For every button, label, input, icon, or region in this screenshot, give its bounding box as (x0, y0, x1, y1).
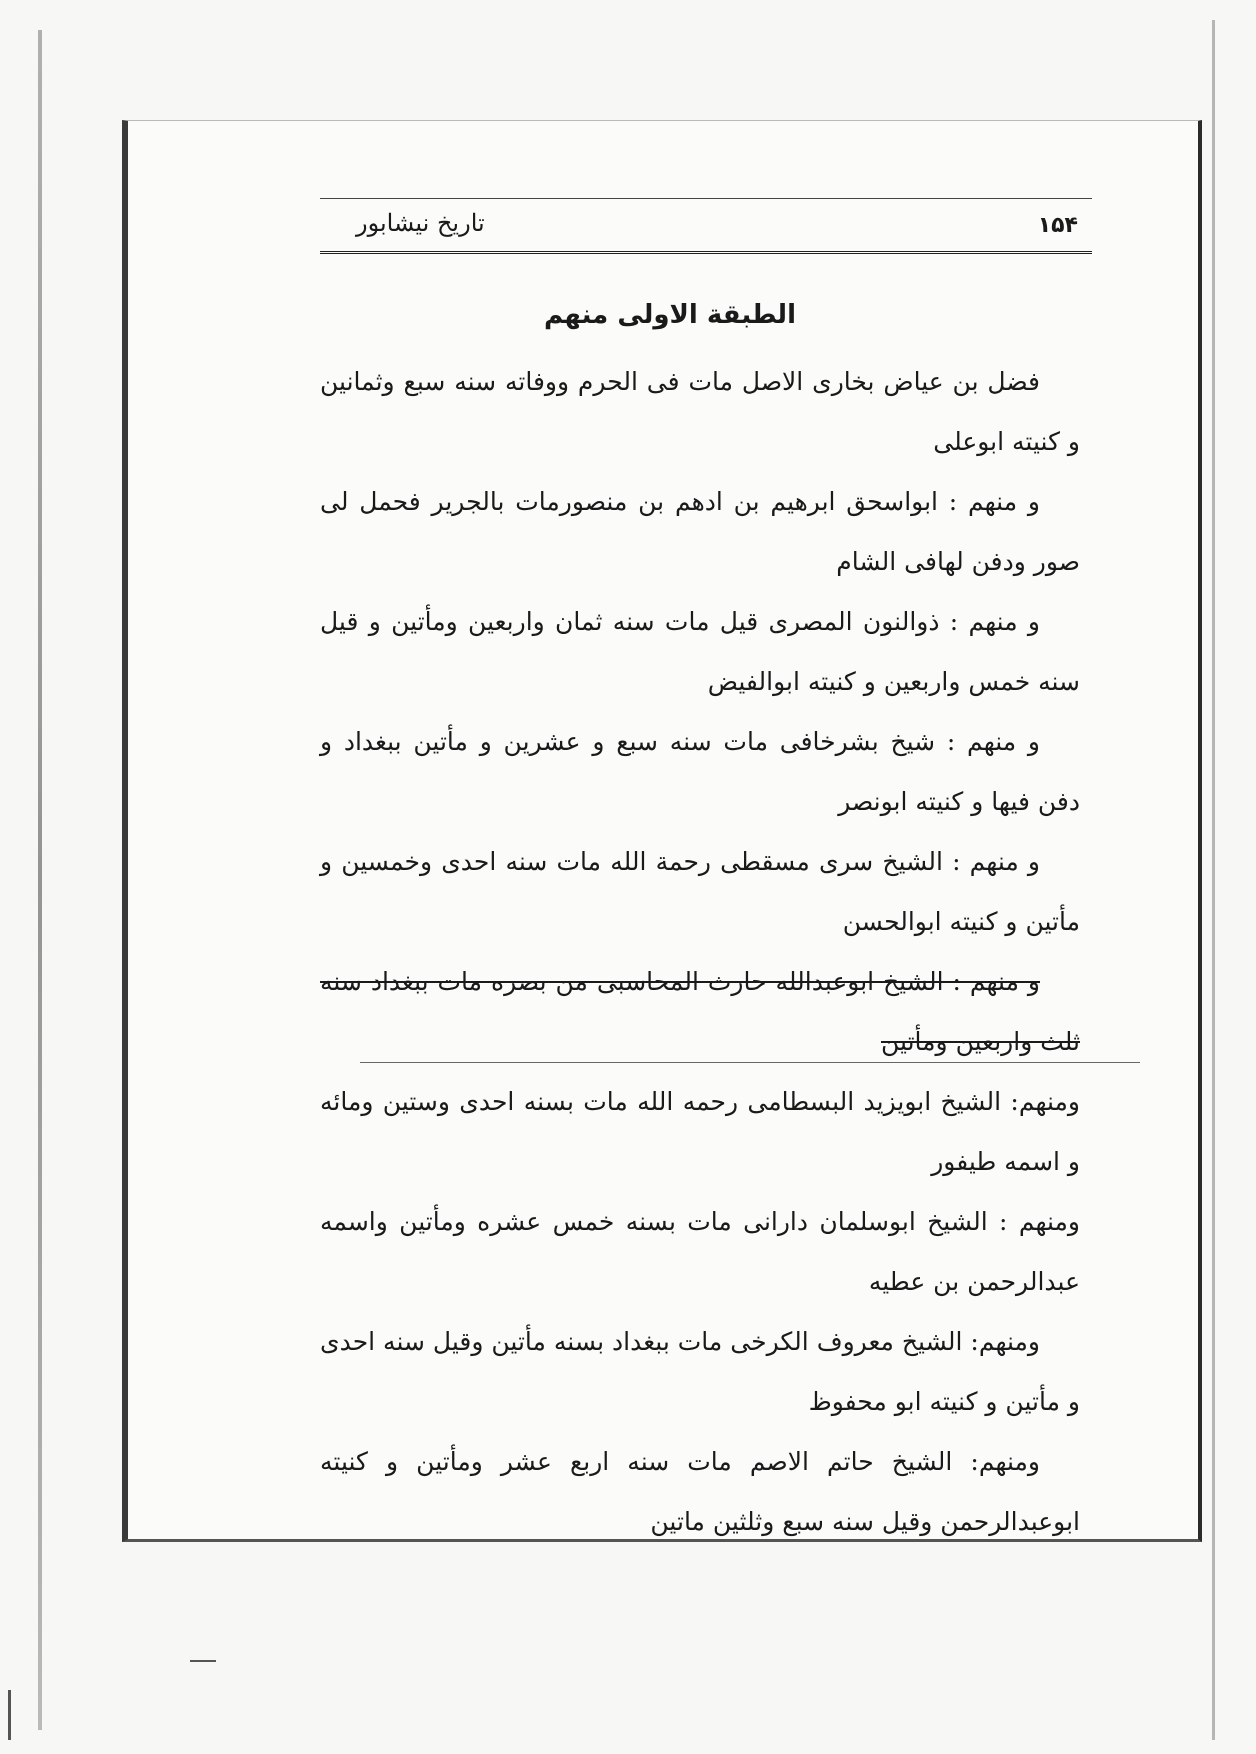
body-text (320, 352, 1080, 1552)
scan-edge-left (38, 30, 42, 1730)
entry-10: ومنهم: الشیخ حاتم الاصم مات سنه اربع عشر ومأتین و کنیته ابوعبدالرحمن وقیل سنه سبع وثلثین ماتین (320, 1447, 1080, 1536)
running-title: تاریخ نیشابور (356, 209, 485, 237)
stray-mark (190, 1660, 216, 1662)
stray-mark (8, 1690, 11, 1740)
entry-6: و منهم : الشیخ ابوعبدالله حارث المحاسبی من بصره مات ببغداد سنه ثلث واربعین ومأتین (320, 967, 1080, 1056)
stray-rule (360, 1062, 1140, 1063)
section-heading: الطبقة الاولی منهم (544, 300, 796, 330)
entry-7: ومنهم: الشیخ ابویزید البسطامی رحمه الله مات بسنه احدی وستین ومائه و اسمه طیفور (320, 1087, 1080, 1176)
entry-1: فضل بن عیاض بخاری الاصل مات فی الحرم ووفاته سنه سبع وثمانین و کنیته ابوعلی (320, 367, 1080, 456)
page-header (320, 198, 1092, 254)
entry-5: و منهم : الشیخ سری مسقطی رحمة الله مات سنه احدی وخمسین و مأتین و کنیته ابوالحسن (320, 847, 1080, 936)
scan-edge-right (1212, 20, 1215, 1740)
entry-4: و منهم : شیخ بشرخافی مات سنه سبع و عشرین و مأتین ببغداد و دفن فیها و کنیته ابونصر (320, 727, 1080, 816)
entry-2: و منهم : ابواسحق ابرهیم بن ادهم بن منصورمات بالجریر فحمل لی صور ودفن لهافی الشام (320, 487, 1080, 576)
entry-3: و منهم : ذوالنون المصری قیل مات سنه ثمان واربعین ومأتین و قیل سنه خمس واربعین و کنیته ابوالفیض (320, 607, 1080, 696)
entry-9: ومنهم: الشیخ معروف الکرخی مات ببغداد بسنه مأتین وقیل سنه احدی و مأتین و کنیته ابو محفوظ (320, 1327, 1080, 1416)
entry-8: ومنهم : الشیخ ابوسلمان دارانی مات بسنه خمس عشره ومأتین واسمه عبدالرحمن بن عطیه (320, 1207, 1080, 1296)
page-number: ۱۵۴ (1037, 213, 1078, 238)
